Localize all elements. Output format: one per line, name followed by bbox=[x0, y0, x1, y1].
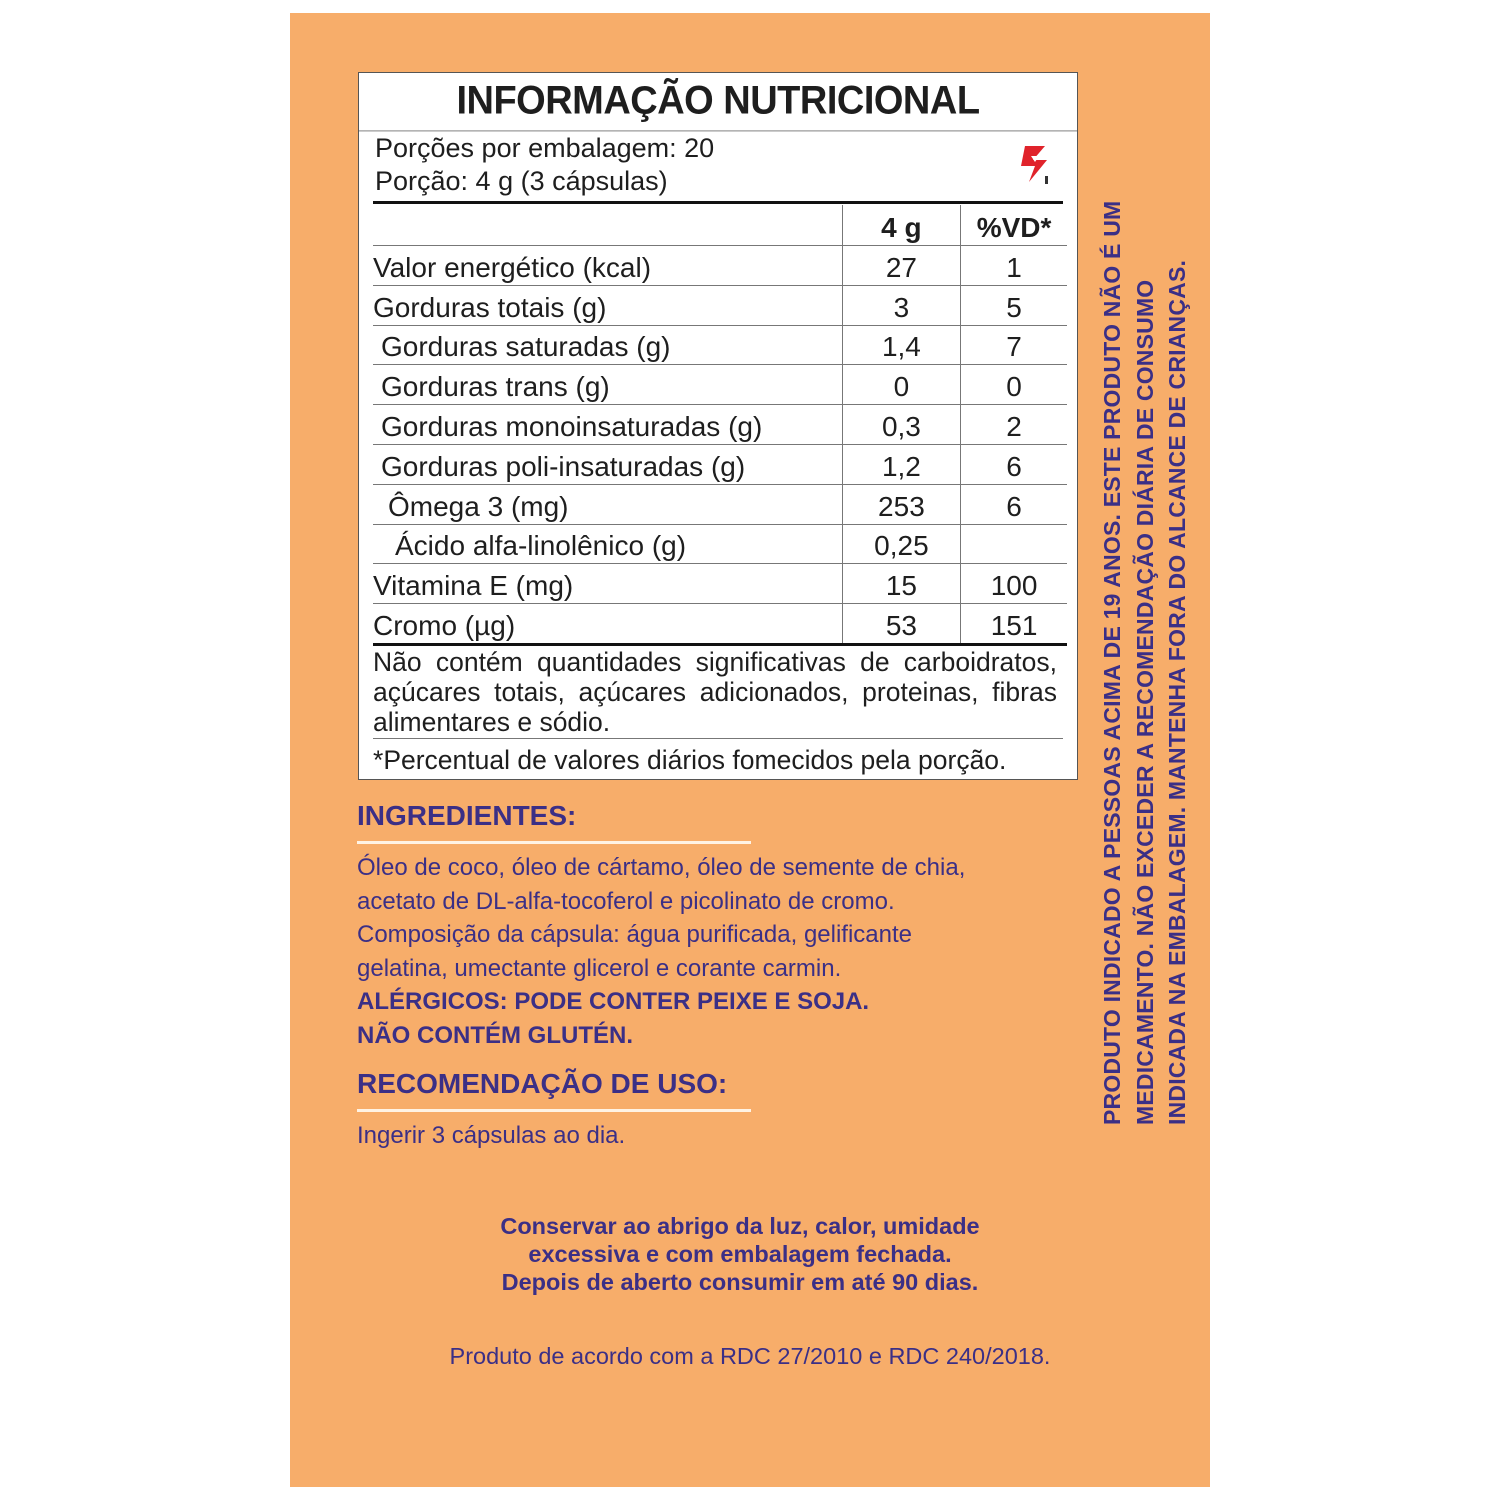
nutrient-amount: 0 bbox=[842, 365, 961, 405]
nutrient-amount: 3 bbox=[842, 285, 961, 325]
table-row bbox=[373, 325, 1067, 365]
nutrient-dv: 6 bbox=[961, 484, 1067, 524]
ingredients-text bbox=[357, 851, 1077, 1052]
side-warning-line: PRODUTO INDICADO A PESSOAS ACIMA DE 19 ANOS. ESTE PRODUTO NÃO É UM bbox=[1099, 200, 1125, 1125]
portions-info bbox=[359, 130, 1077, 202]
storage-instructions bbox=[390, 1212, 1090, 1296]
nutrient-dv: 5 bbox=[961, 285, 1067, 325]
nutrient-name: Ômega 3 (mg) bbox=[373, 484, 842, 524]
nutrient-dv: 7 bbox=[961, 325, 1067, 365]
insignificant-note: Não contém quantidades significativas de carboidratos, açúcares totais, açúcares adicionados, proteinas, fibras alimentares e sódio. bbox=[373, 647, 1057, 737]
serving-size: Porção: 4 g (3 cápsulas) bbox=[375, 166, 668, 196]
nutrient-amount: 27 bbox=[842, 246, 961, 286]
nutrient-amount: 53 bbox=[842, 604, 961, 645]
usage-underline bbox=[357, 1109, 751, 1112]
ingredients-title: INGREDIENTES: bbox=[357, 800, 577, 831]
table-row bbox=[373, 524, 1067, 564]
storage-line: Depois de aberto consumir em até 90 dias. bbox=[501, 1269, 979, 1295]
nutrient-name: Gorduras trans (g) bbox=[373, 365, 842, 405]
nutrient-name: Vitamina E (mg) bbox=[373, 564, 842, 604]
nutrient-dv: 100 bbox=[961, 564, 1067, 604]
regulation-note: Produto de acordo com a RDC 27/2010 e RDC 240/2018. bbox=[449, 1343, 1051, 1369]
table-row bbox=[373, 484, 1067, 524]
table-row bbox=[373, 405, 1067, 445]
side-warning-line: INDICADA NA EMBALAGEM. MANTENHA FORA DO ALCANCE DE CRIANÇAS. bbox=[1164, 259, 1190, 1125]
nutrient-name: Ácido alfa-linolênico (g) bbox=[373, 524, 842, 564]
usage-title: RECOMENDAÇÃO DE USO: bbox=[357, 1068, 728, 1099]
header-dv: %VD* bbox=[961, 205, 1067, 246]
nutrient-name: Gorduras saturadas (g) bbox=[373, 325, 842, 365]
nutrient-name: Valor energético (kcal) bbox=[373, 246, 842, 286]
nutrient-name: Gorduras poli-insaturadas (g) bbox=[373, 444, 842, 484]
nutrient-amount: 0,25 bbox=[842, 524, 961, 564]
nutrient-dv: 151 bbox=[961, 604, 1067, 645]
table-row bbox=[373, 564, 1067, 604]
side-warning-line: MEDICAMENTO. NÃO EXCEDER A RECOMENDAÇÃO DIÁRIA DE CONSUMO bbox=[1131, 279, 1158, 1125]
nutrient-amount: 1,2 bbox=[842, 444, 961, 484]
storage-line: excessiva e com embalagem fechada. bbox=[528, 1241, 952, 1267]
ingredients-line: gelatina, umectante glicerol e corante carmin. bbox=[357, 954, 842, 982]
nutrient-amount: 15 bbox=[842, 564, 961, 604]
side-warning bbox=[1096, 85, 1194, 1125]
nutrient-dv: 6 bbox=[961, 444, 1067, 484]
storage-line: Conservar ao abrigo da luz, calor, umidade bbox=[500, 1213, 980, 1239]
nutrient-amount: 0,3 bbox=[842, 405, 961, 445]
gluten-warning: NÃO CONTÉM GLUTÉN. bbox=[357, 1021, 633, 1049]
nutrient-name: Gorduras totais (g) bbox=[373, 285, 842, 325]
ingredients-line: Composição da cápsula: água purificada, gelificante bbox=[357, 921, 913, 948]
nutrient-amount: 253 bbox=[842, 484, 961, 524]
table-row bbox=[373, 246, 1067, 286]
nutrient-dv: 2 bbox=[961, 405, 1067, 445]
nutrient-dv bbox=[961, 524, 1067, 564]
nutrient-dv: 1 bbox=[961, 246, 1067, 286]
nutrient-amount: 1,4 bbox=[842, 325, 961, 365]
nutrient-dv: 0 bbox=[961, 365, 1067, 405]
nutrition-title: INFORMAÇÃO NUTRICIONAL bbox=[359, 72, 1077, 132]
nutrition-table bbox=[373, 205, 1067, 646]
table-row bbox=[373, 285, 1067, 325]
table-row bbox=[373, 604, 1067, 645]
ingredients-line: acetato de DL-alfa-tocoferol e picolinato de cromo. bbox=[357, 887, 895, 915]
header-amount: 4 g bbox=[842, 205, 961, 246]
divider bbox=[373, 738, 1063, 739]
header-nutrient bbox=[373, 205, 842, 246]
ingredients-underline bbox=[357, 841, 751, 844]
nutrient-name: Cromo (µg) bbox=[373, 604, 842, 645]
servings-per-package: Porções por embalagem: 20 bbox=[375, 133, 715, 163]
table-row bbox=[373, 365, 1067, 405]
usage-text: Ingerir 3 cápsulas ao dia. bbox=[357, 1122, 626, 1149]
thick-divider bbox=[373, 201, 1063, 204]
nutrition-header-row bbox=[373, 205, 1067, 246]
percent-note: *Percentual de valores diários fomecidos pela porção. bbox=[373, 745, 1007, 775]
recycling-symbol-icon bbox=[1017, 142, 1053, 186]
ingredients-line: Óleo de coco, óleo de cártamo, óleo de semente de chia, bbox=[357, 854, 966, 881]
nutrient-name: Gorduras monoinsaturadas (g) bbox=[373, 405, 842, 445]
table-row bbox=[373, 444, 1067, 484]
allergens-warning: ALÉRGICOS: PODE CONTER PEIXE E SOJA. bbox=[357, 988, 870, 1015]
nutrition-facts-box bbox=[358, 72, 1078, 780]
